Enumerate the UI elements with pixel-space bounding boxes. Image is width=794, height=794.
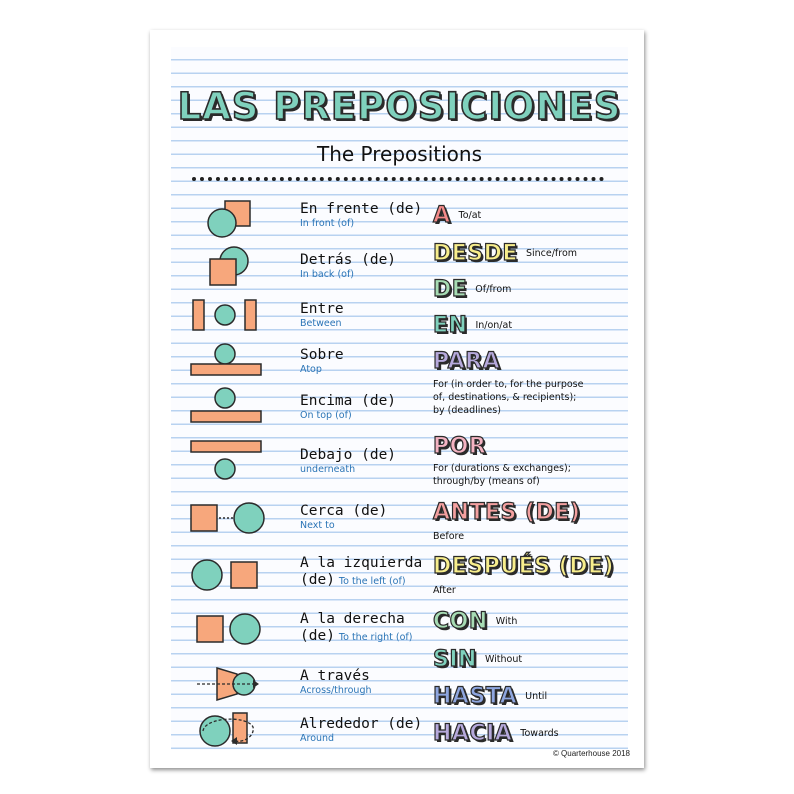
preposition-translation: Across/through <box>300 685 372 696</box>
circle-in-front-of-square-icon <box>204 199 254 239</box>
preposition-hasta-heading <box>433 684 547 710</box>
para-definition <box>433 378 583 417</box>
preposition-definition: Since/from <box>525 248 578 259</box>
preposition-word: A <box>433 203 451 228</box>
preposition-word: En frente (de) <box>300 201 423 217</box>
arrow-through-shape-icon <box>189 664 279 704</box>
dotted-divider <box>192 177 604 181</box>
preposition-despues-heading <box>433 554 614 580</box>
antes-definition: Before <box>433 531 465 542</box>
preposition-word: DE <box>433 277 468 302</box>
preposition-a-la-derecha <box>300 611 412 645</box>
preposition-word: POR <box>433 434 487 459</box>
poster <box>150 30 644 768</box>
preposition-sobre <box>300 347 344 376</box>
despues-definition: After <box>433 585 456 596</box>
preposition-en-frente <box>300 201 422 230</box>
preposition-word: HASTA <box>433 684 518 709</box>
circle-on-top-of-bar-icon <box>189 385 279 435</box>
preposition-entre <box>300 301 344 330</box>
preposition-translation: To the left (of) <box>338 576 406 587</box>
preposition-word: EN <box>433 313 468 338</box>
preposition-translation: In back (of) <box>300 269 355 280</box>
preposition-detras <box>300 252 396 281</box>
preposition-para-heading <box>433 349 500 375</box>
preposition-translation: In front (of) <box>300 218 355 229</box>
preposition-definition: Towards <box>520 728 559 739</box>
preposition-definition: In/on/at <box>475 320 513 331</box>
preposition-word: ANTES (DE) <box>433 500 581 525</box>
preposition-a-la-izquierda <box>300 555 422 589</box>
preposition-word: CON <box>433 609 488 634</box>
circle-between-bars-icon <box>191 297 271 333</box>
preposition-alrededor <box>300 716 422 745</box>
page-title: LAS PREPOSICIONES <box>177 85 622 128</box>
page-subtitle: The Prepositions <box>317 142 482 166</box>
preposition-en-heading <box>433 313 512 339</box>
definition-line: through/by (means of) <box>433 476 540 487</box>
preposition-a-heading <box>433 203 481 229</box>
preposition-word: A la derecha <box>300 611 405 627</box>
preposition-word: PARA <box>433 349 501 374</box>
preposition-word: Debajo (de) <box>300 447 397 463</box>
square-in-front-of-circle-icon <box>204 245 254 289</box>
square-next-to-circle-icon <box>189 499 279 539</box>
preposition-hacia-heading <box>433 721 559 747</box>
preposition-word: Cerca (de) <box>300 503 388 519</box>
definition-line: by (deadlines) <box>433 405 501 416</box>
preposition-con-heading <box>433 609 517 635</box>
preposition-translation: Atop <box>300 364 322 375</box>
preposition-definition: To/at <box>458 210 482 221</box>
preposition-a-traves <box>300 668 372 697</box>
preposition-desde-heading <box>433 241 577 267</box>
preposition-definition: Of/from <box>475 284 512 295</box>
preposition-definition: With <box>495 616 518 627</box>
preposition-word: Sobre <box>300 347 344 363</box>
preposition-word: DESDE <box>433 241 518 266</box>
definition-line: of, destinations, & recipients); <box>433 392 577 403</box>
preposition-word: HACIA <box>433 721 513 746</box>
preposition-translation: Around <box>300 733 335 744</box>
preposition-word-continued: (de) <box>300 628 335 644</box>
preposition-translation: underneath <box>300 464 356 475</box>
preposition-translation: On top (of) <box>300 410 352 421</box>
preposition-word: A la izquierda <box>300 555 423 571</box>
preposition-word: DESPUÉS (DE) <box>433 554 615 579</box>
preposition-cerca <box>300 503 387 532</box>
preposition-translation: Next to <box>300 520 335 531</box>
copyright-notice: © Quarterhouse 2018 <box>552 749 630 758</box>
preposition-definition: Without <box>484 654 523 665</box>
definition-line: For (durations & exchanges); <box>433 463 571 474</box>
preposition-word: SIN <box>433 647 477 672</box>
circle-left-of-square-icon <box>189 555 279 595</box>
preposition-encima <box>300 393 396 422</box>
preposition-translation: To the right (of) <box>338 632 413 643</box>
preposition-word: A través <box>300 668 370 684</box>
square-left-of-circle-icon <box>189 609 279 649</box>
circle-under-bar-icon <box>189 437 279 487</box>
preposition-antes-heading <box>433 500 580 526</box>
preposition-sin-heading <box>433 647 522 673</box>
preposition-word: Encima (de) <box>300 393 397 409</box>
definition-line: For (in order to, for the purpose <box>433 379 584 390</box>
lined-paper <box>171 47 628 750</box>
circle-atop-bar-icon <box>189 341 279 381</box>
preposition-por-heading <box>433 434 486 460</box>
preposition-translation: Between <box>300 318 342 329</box>
preposition-debajo <box>300 447 396 476</box>
preposition-definition: Until <box>525 691 548 702</box>
por-definition <box>433 462 571 488</box>
preposition-word: Detrás (de) <box>300 252 397 268</box>
preposition-de-heading <box>433 277 511 303</box>
preposition-word: Alrededor (de) <box>300 716 423 732</box>
arrow-around-circle-icon <box>195 707 275 751</box>
preposition-word-continued: (de) <box>300 572 335 588</box>
preposition-word: Entre <box>300 301 344 317</box>
